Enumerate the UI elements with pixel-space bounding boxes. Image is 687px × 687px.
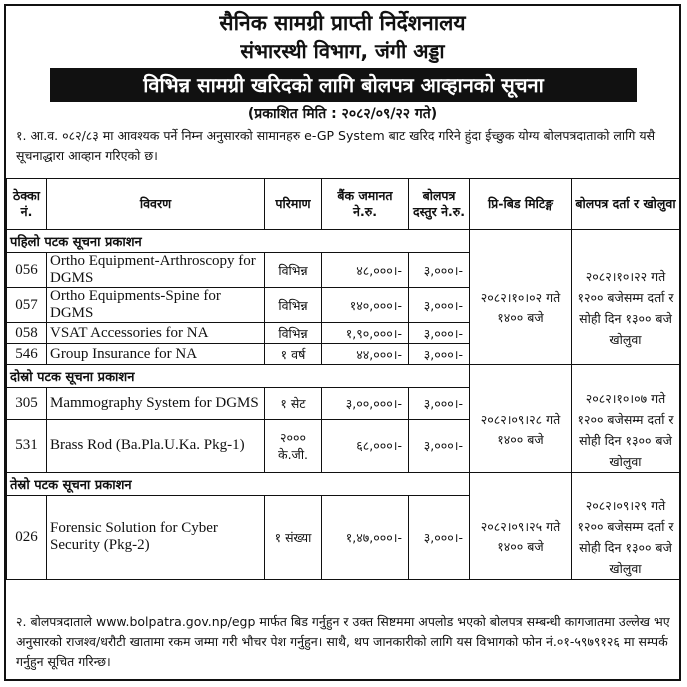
- tender-desc: Forensic Solution for Cyber Security (Pkg-2): [47, 495, 265, 580]
- intro-paragraph: १. आ.व. ०८२/८३ मा आवश्यक पर्ने निम्न अनुसारको सामानहरु e-GP System बाट खरिद गरिने हुंदा ईच्छुक योग्य बोलपत्रदाताको लागि यसै सूचनाद्धारा आव्हान गरिएको छ।: [16, 128, 656, 163]
- tender-bank: १,४७,०००।-: [322, 495, 409, 580]
- prebid-meeting: २०८२।१०।०२ गते १४०० बजे: [470, 253, 572, 365]
- notice-title-banner: विभिन्न सामग्री खरिदको लागि बोलपत्र आव्हानको सूचना: [50, 68, 637, 102]
- col-header-qty: परिमाण: [265, 179, 322, 230]
- tender-no: 305: [7, 388, 47, 420]
- published-date: (प्रकाशित मिति : २०८२/०९/२२ गते): [247, 106, 438, 122]
- tender-qty: विभिन्न: [265, 323, 322, 344]
- tender-table: [6, 178, 680, 580]
- tender-notice: [4, 4, 681, 681]
- tender-no: 057: [7, 288, 47, 323]
- tender-bank: ४८,०००।-: [322, 253, 409, 288]
- tender-desc: Group Insurance for NA: [47, 344, 265, 365]
- col-header-no: ठेक्का नं.: [7, 179, 47, 230]
- section-title: पहिलो पटक सूचना प्रकाशन: [7, 230, 470, 253]
- office-name: सैनिक सामग्री प्राप्ती निर्देशनालय: [219, 11, 466, 35]
- tender-bank: ६८,०००।-: [322, 420, 409, 472]
- tender-fee: ३,०००।-: [409, 253, 470, 288]
- section-title: दोस्रो पटक सूचना प्रकाशन: [7, 365, 470, 388]
- tender-fee: ३,०००।-: [409, 288, 470, 323]
- tender-no: 026: [7, 495, 47, 580]
- section-row: [7, 365, 680, 388]
- tender-fee: ३,०००।-: [409, 323, 470, 344]
- tender-no: 058: [7, 323, 47, 344]
- tender-qty: विभिन्न: [265, 288, 322, 323]
- registration-opening: २०८२।१०।२२ गते १२०० बजेसम्म दर्ता र सोही दिन १३०० बजे खोलुवा: [572, 253, 680, 365]
- tender-fee: ३,०००।-: [409, 344, 470, 365]
- section-row: [7, 230, 680, 253]
- department-name: संभारस्थी विभाग, जंगी अड्डा: [240, 39, 445, 63]
- registration-opening: २०८२।१०।०७ गते १२०० बजेसम्म दर्ता र सोही दिन १३०० बजे खोलुवा: [572, 388, 680, 473]
- tender-no: 531: [7, 420, 47, 472]
- tender-fee: ३,०००।-: [409, 388, 470, 420]
- prebid-meeting: २०८२।०९।२८ गते १४०० बजे: [470, 388, 572, 473]
- tender-bank: १,९०,०००।-: [322, 323, 409, 344]
- tender-qty: १ संख्या: [265, 495, 322, 580]
- tender-no: 056: [7, 253, 47, 288]
- tender-fee: ३,०००।-: [409, 420, 470, 472]
- tender-bank: ३,००,०००।-: [322, 388, 409, 420]
- col-header-fee: बोलपत्र दस्तुर ने.रु.: [409, 179, 470, 230]
- tender-qty: २००० के.जी.: [265, 420, 322, 472]
- tender-desc: Mammography System for DGMS: [47, 388, 265, 420]
- tender-qty: १ वर्ष: [265, 344, 322, 365]
- tender-desc: Ortho Equipments-Spine for DGMS: [47, 288, 265, 323]
- prebid-meeting: २०८२।०९।२५ गते १४०० बजे: [470, 495, 572, 580]
- tender-desc: Brass Rod (Ba.Pla.U.Ka. Pkg-1): [47, 420, 265, 472]
- tender-no: 546: [7, 344, 47, 365]
- footer-paragraph: २. बोलपत्रदाताले www.bolpatra.gov.np/egp मार्फत बिड गर्नुहुन र उक्त सिष्टममा अपलोड भएको बोलपत्र सम्बन्धी कागजातमा उल्लेख भए अनुसारको राजश्व/धरौटी खातामा रकम जम्मा गरी भौचर पेश गर्नुहुन। साथै, थप जानकारीको लागि यस विभागको फोन नं.०१-५९७९१२६ मा सम्पर्क गर्नुहुन सूचित गरिन्छ।: [16, 614, 670, 669]
- section-row: [7, 472, 680, 495]
- tender-fee: ३,०००।-: [409, 495, 470, 580]
- col-header-prebid: प्रि-बिड मिटिङ्ग: [470, 179, 572, 230]
- col-header-desc: विवरण: [47, 179, 265, 230]
- table-row: [7, 253, 680, 288]
- table-row: [7, 388, 680, 420]
- tender-desc: Ortho Equipment-Arthroscopy for DGMS: [47, 253, 265, 288]
- col-header-reg: बोलपत्र दर्ता र खोलुवा: [572, 179, 680, 230]
- section-title: तेस्रो पटक सूचना प्रकाशन: [7, 472, 470, 495]
- tender-bank: १४०,०००।-: [322, 288, 409, 323]
- tender-qty: विभिन्न: [265, 253, 322, 288]
- tender-bank: ४४,०००।-: [322, 344, 409, 365]
- tender-qty: १ सेट: [265, 388, 322, 420]
- col-header-bank: बैंक जमानत ने.रु.: [322, 179, 409, 230]
- registration-opening: २०८२।०९।२९ गते १२०० बजेसम्म दर्ता र सोही दिन १३०० बजे खोलुवा: [572, 495, 680, 580]
- tender-desc: VSAT Accessories for NA: [47, 323, 265, 344]
- table-header-row: [7, 179, 680, 230]
- table-row: [7, 495, 680, 580]
